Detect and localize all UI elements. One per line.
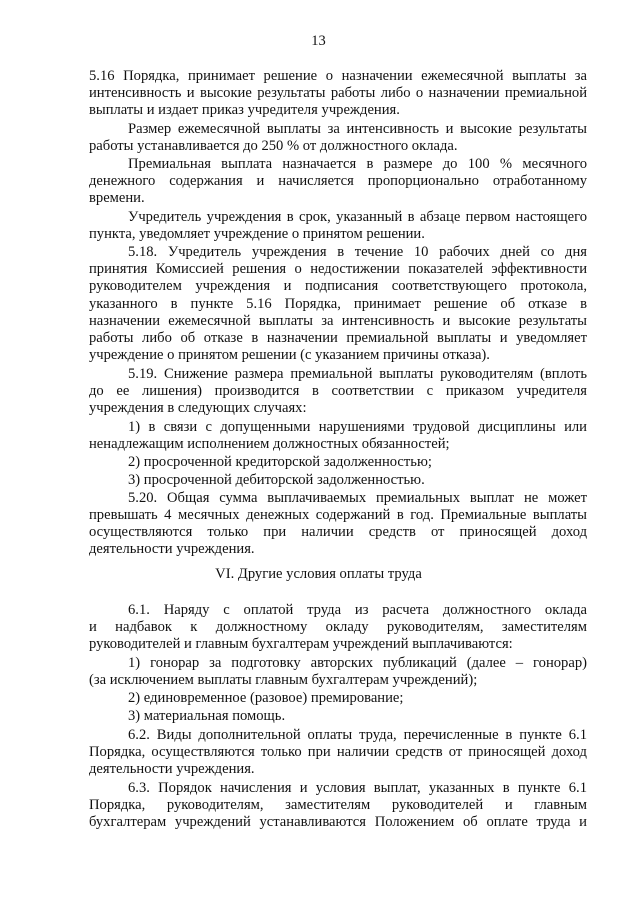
text-line: работы устанавливается до 250 % от должностного оклада. <box>89 138 458 154</box>
text-line: работы либо об отказе в назначении премиальной выплаты и уведомляет <box>89 330 587 346</box>
text-line: Порядка, руководителям, заместителям руководителей и главным <box>89 797 587 813</box>
text-line: деятельности учреждения. <box>89 761 255 777</box>
text-line: руководителей и главным бухгалтерам учреждений выплачиваются: <box>89 636 513 652</box>
text-line: 6.3. Порядок начисления и условия выплат, указанных в пункте 6.1 <box>128 780 587 796</box>
text-line: ненадлежащим исполнением должностных обязанностей; <box>89 436 450 452</box>
text-line: Учредитель учреждения в срок, указанный в абзаце первом настоящего <box>128 209 587 225</box>
section-heading: VI. Другие условия оплаты труда <box>215 566 422 582</box>
text-line: 5.20. Общая сумма выплачиваемых премиальных выплат не может <box>128 490 587 506</box>
text-line: и надбавок к должностному окладу руководителям, заместителям <box>89 619 587 635</box>
text-line: пункта, уведомляет учреждение о принятом решении. <box>89 226 425 242</box>
text-line: (за исключением выплаты главным бухгалтерам учреждений); <box>89 672 478 688</box>
text-line: осуществляются только при наличии средств от приносящей доход <box>89 524 587 540</box>
text-line: назначении ежемесячной выплаты за интенсивность и высокие результаты <box>89 313 587 329</box>
text-line: интенсивность и высокие результаты работы либо о назначении премиальной <box>89 85 587 101</box>
text-line: 5.16 Порядка, принимает решение о назначении ежемесячной выплаты за <box>89 68 587 84</box>
text-line: Премиальная выплата назначается в размере до 100 % месячного <box>128 156 587 172</box>
page-number: 13 <box>311 33 326 49</box>
text-line: денежного содержания и начисляется пропорционально отработанному <box>89 173 587 189</box>
text-line: 2) просроченной кредиторской задолженностью; <box>128 454 432 470</box>
text-line: учреждение о принятом решении (с указанием причины отказа). <box>89 347 490 363</box>
text-line: выплаты и издает приказ учредителя учреждения. <box>89 102 400 118</box>
text-line: превышать 4 месячных денежных содержаний в год. Премиальные выплаты <box>89 507 587 523</box>
text-line: 5.19. Снижение размера премиальной выплаты руководителям (вплоть <box>128 366 587 382</box>
text-line: 6.2. Виды дополнительной оплаты труда, перечисленные в пункте 6.1 <box>128 727 587 743</box>
text-line: 1) гонорар за подготовку авторских публикаций (далее – гонорар) <box>128 655 587 671</box>
text-line: указанного в пункте 5.16 Порядка, принимает решение об отказе в <box>89 296 587 312</box>
text-line: бухгалтерам учреждений устанавливаются Положением об оплате труда и <box>89 814 587 830</box>
text-line: 1) в связи с допущенными нарушениями трудовой дисциплины или <box>128 419 587 435</box>
text-line: Порядка, осуществляются только при наличии средств от приносящей доход <box>89 744 587 760</box>
text-line: 2) единовременное (разовое) премирование; <box>128 690 404 706</box>
text-line: принятия Комиссией решения о недостижении показателей эффективности <box>89 261 587 277</box>
text-line: времени. <box>89 190 145 206</box>
text-line: 6.1. Наряду с оплатой труда из расчета должностного оклада <box>128 602 587 618</box>
text-line: 5.18. Учредитель учреждения в течение 10 рабочих дней со дня <box>128 244 587 260</box>
text-line: до ее лишения) производится в соответствии с приказом учредителя <box>89 383 587 399</box>
text-line: руководителем учреждения и подписания соответствующего протокола, <box>89 278 587 294</box>
text-line: деятельности учреждения. <box>89 541 255 557</box>
text-line: 3) материальная помощь. <box>128 708 286 724</box>
text-line: учреждения в следующих случаях: <box>89 400 307 416</box>
text-line: Размер ежемесячной выплаты за интенсивность и высокие результаты <box>128 121 587 137</box>
text-line: 3) просроченной дебиторской задолженностью. <box>128 472 425 488</box>
